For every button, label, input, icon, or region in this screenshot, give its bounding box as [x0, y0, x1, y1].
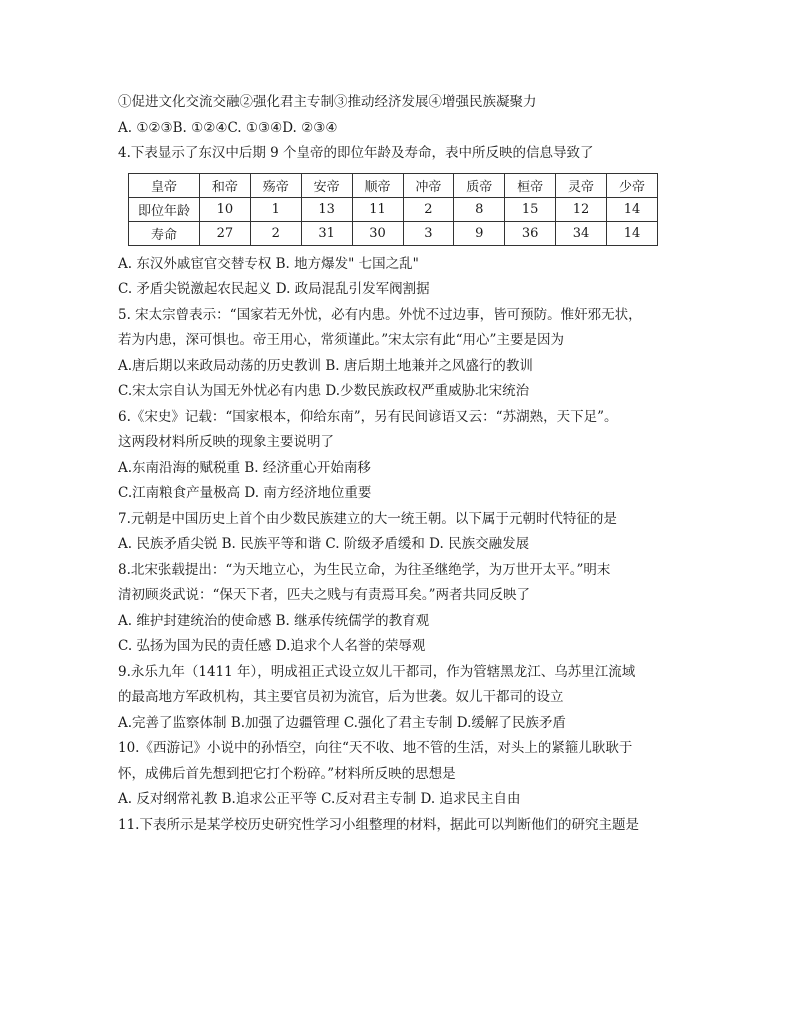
table-header-cell: 灵帝 — [556, 173, 607, 197]
table-cell: 寿命 — [129, 221, 200, 245]
table-cell: 9 — [454, 221, 505, 245]
text-line: A. 民族矛盾尖锐 B. 民族平等和谐 C. 阶级矛盾缓和 D. 民族交融发展 — [118, 536, 530, 552]
table-cell: 14 — [607, 221, 658, 245]
table-cell: 即位年龄 — [129, 197, 200, 221]
table-header-cell: 少帝 — [607, 173, 658, 197]
text-line: 6.《宋史》记载：“国家根本，仰给东南”，另有民间谚语又云：“苏湖熟，天下足”。 — [118, 408, 618, 425]
text-line: 7.元朝是中国历史上首个由少数民族建立的大一统王朝。以下属于元朝时代特征的是 — [118, 510, 617, 527]
text-line: 8.北宋张载提出：“为天地立心，为生民立命，为往圣继绝学，为万世开太平。”明末 — [118, 561, 611, 578]
text-block-after-table — [118, 252, 678, 839]
text-line: 的最高地方军政机构，其主要官员初为流官，后为世袭。奴儿干都司的设立 — [118, 689, 564, 705]
table-cell: 36 — [505, 221, 556, 245]
text-line: 清初顾炎武说：“保天下者，匹夫之贱与有责焉耳矣。”两者共同反映了 — [118, 587, 531, 603]
text-line: A.唐后期以来政局动荡的历史教训 B. 唐后期土地兼并之风盛行的教训 — [118, 357, 533, 374]
table-cell: 2 — [250, 221, 301, 245]
text-line: C.江南粮食产量极高 D. 南方经济地位重要 — [118, 485, 372, 501]
table-header-cell: 桓帝 — [505, 173, 556, 197]
text-line: 9.永乐九年（1411 年），明成祖正式设立奴儿干都司，作为管辖黑龙江、乌苏里江流域 — [118, 663, 636, 680]
page-content — [118, 90, 678, 838]
table-cell: 13 — [301, 197, 352, 221]
table-cell: 1 — [250, 197, 301, 221]
table-cell: 11 — [352, 197, 403, 221]
table-header-cell: 冲帝 — [403, 173, 454, 197]
table-cell: 14 — [607, 197, 658, 221]
table-row — [129, 221, 658, 245]
text-line: 11.下表所示是某学校历史研究性学习小组整理的材料，据此可以判断他们的研究主题是 — [118, 816, 639, 833]
table-header-cell: 安帝 — [301, 173, 352, 197]
text-line: A.东南沿海的赋税重 B. 经济重心开始南移 — [118, 459, 371, 476]
table-cell: 3 — [403, 221, 454, 245]
text-line: 10.《西游记》小说中的孙悟空，向往“天不收、地不管的生活，对头上的紧箍儿耿耿于 — [118, 740, 633, 756]
table-cell: 15 — [505, 197, 556, 221]
table-header-cell: 顺帝 — [352, 173, 403, 197]
text-line: ①促进文化交流交融②强化君主专制③推动经济发展④增强民族凝聚力 — [118, 94, 537, 110]
text-line: A. 维护封建统治的使命感 B. 继承传统儒学的教育观 — [118, 612, 430, 629]
text-line: A.完善了监察体制 B.加强了边疆管理 C.强化了君主专制 D.缓解了民族矛盾 — [118, 714, 566, 731]
table-header-cell: 和帝 — [200, 173, 251, 197]
table-header-cell: 质帝 — [454, 173, 505, 197]
text-line: 4.下表显示了东汉中后期 9 个皇帝的即位年龄及寿命，表中所反映的信息导致了 — [118, 145, 594, 161]
text-line: A. ①②③B. ①②④C. ①③④D. ②③④ — [118, 119, 338, 136]
table-cell: 34 — [556, 221, 607, 245]
table-cell: 8 — [454, 197, 505, 221]
text-block-before-table — [118, 90, 678, 167]
text-line: C. 弘扬为国为民的责任感 D.追求个人名誉的荣辱观 — [118, 638, 426, 654]
table-header-cell: 殇帝 — [250, 173, 301, 197]
text-line: 若为内患，深可惧也。帝王用心，常须谨此。”宋太宗有此“用心”主要是因为 — [118, 332, 564, 348]
table-cell: 27 — [200, 221, 251, 245]
table-cell: 12 — [556, 197, 607, 221]
text-line: 怀，成佛后首先想到把它打个粉碎。”材料所反映的思想是 — [118, 765, 456, 782]
table-row — [129, 197, 658, 221]
table-header-cell: 皇帝 — [129, 173, 200, 197]
text-line: A. 反对纲常礼教 B.追求公正平等 C.反对君主专制 D. 追求民主自由 — [118, 791, 521, 807]
text-line: 这两段材料所反映的现象主要说明了 — [118, 434, 334, 450]
table-cell: 10 — [200, 197, 251, 221]
table-cell: 31 — [301, 221, 352, 245]
table-header-row — [129, 173, 658, 197]
text-line: C. 矛盾尖锐激起农民起义 D. 政局混乱引发军阀割据 — [118, 281, 430, 297]
text-line: C.宋太宗自认为国无外忧必有内患 D.少数民族政权严重威胁北宋统治 — [118, 383, 530, 399]
table-cell: 2 — [403, 197, 454, 221]
text-line: 5. 宋太宗曾表示：“国家若无外忧，必有内患。外忧不过边事，皆可预防。惟奸邪无状， — [118, 306, 642, 323]
emperor-table — [128, 173, 658, 246]
table-cell: 30 — [352, 221, 403, 245]
text-line: A. 东汉外戚宦官交替专权 B. 地方爆发" 七国之乱" — [118, 255, 419, 272]
